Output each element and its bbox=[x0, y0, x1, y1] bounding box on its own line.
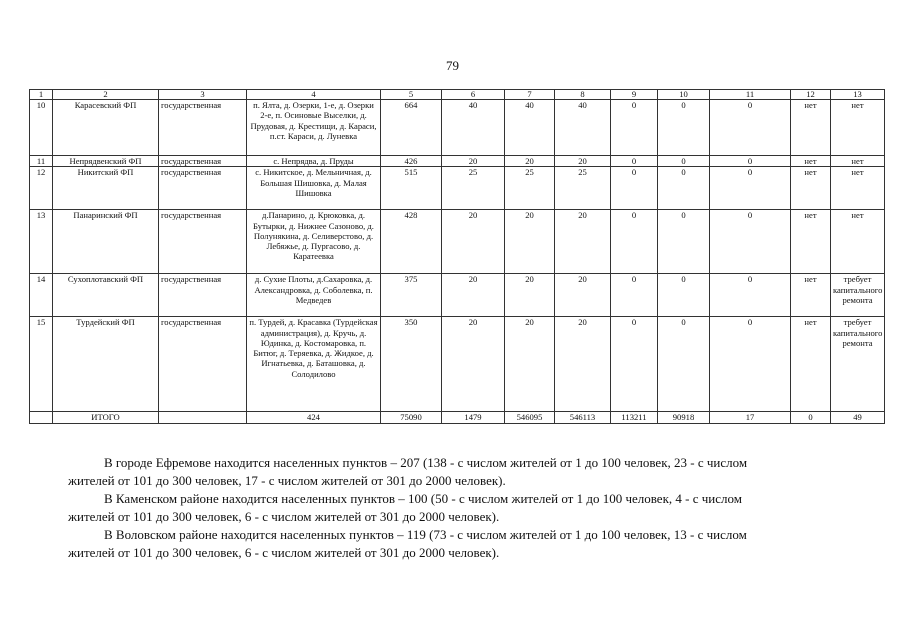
row-number: 10 bbox=[30, 100, 53, 156]
header-cell: 8 bbox=[555, 90, 611, 100]
cell-c13: нет bbox=[831, 100, 885, 156]
paragraph-kamensky-line2: жителей от 101 до 300 человек, 6 - с числом жителей от 301 до 2000 человек). bbox=[68, 509, 500, 524]
settlements: д.Панарино, д. Крюковка, д. Бутырки, д. Нижнее Сазоново, д. Полунякина, д. Селиверстово, д. Лебяжье, д. Пургасово, д. Каратеевка bbox=[247, 210, 381, 274]
cell-c10: 0 bbox=[658, 100, 710, 156]
settlements: с. Непрядва, д. Пруды bbox=[247, 156, 381, 167]
total-c4: 424 bbox=[247, 412, 381, 423]
facility-name: Сухоплотавский ФП bbox=[53, 274, 159, 317]
table-row bbox=[30, 156, 885, 167]
header-cell: 4 bbox=[247, 90, 381, 100]
cell-c12: нет bbox=[791, 156, 831, 167]
cell-c13: требует капитального ремонта bbox=[831, 274, 885, 317]
header-cell: 5 bbox=[381, 90, 442, 100]
ownership: государственная bbox=[159, 167, 247, 210]
row-number: 14 bbox=[30, 274, 53, 317]
row-number: 11 bbox=[30, 156, 53, 167]
cell-c6: 20 bbox=[442, 274, 505, 317]
paragraph-volovsky-line1: В Воловском районе находится населенных пунктов – 119 (73 - с числом жителей от 1 до 100 человек, 13 - с числом bbox=[104, 527, 747, 542]
total-c5: 75090 bbox=[381, 412, 442, 423]
cell-c7: 20 bbox=[505, 274, 555, 317]
cell-c5: 375 bbox=[381, 274, 442, 317]
cell-c12: нет bbox=[791, 274, 831, 317]
facility-name: Турдейский ФП bbox=[53, 317, 159, 412]
header-cell: 11 bbox=[710, 90, 791, 100]
cell-c5: 515 bbox=[381, 167, 442, 210]
cell-c5: 664 bbox=[381, 100, 442, 156]
header-cell: 6 bbox=[442, 90, 505, 100]
paragraph-efremov-line2: жителей от 101 до 300 человек, 17 - с числом жителей от 301 до 2000 человек). bbox=[68, 473, 506, 488]
header-cell: 12 bbox=[791, 90, 831, 100]
total-c10: 90918 bbox=[658, 412, 710, 423]
cell-c10: 0 bbox=[658, 317, 710, 412]
facility-name: Карасевский ФП bbox=[53, 100, 159, 156]
table-row bbox=[30, 317, 885, 412]
facility-name: Никитский ФП bbox=[53, 167, 159, 210]
cell-c6: 20 bbox=[442, 156, 505, 167]
cell-c10: 0 bbox=[658, 274, 710, 317]
cell-c5: 350 bbox=[381, 317, 442, 412]
cell-c13: нет bbox=[831, 156, 885, 167]
header-cell: 3 bbox=[159, 90, 247, 100]
cell-c10: 0 bbox=[658, 167, 710, 210]
total-empty-cell bbox=[30, 412, 53, 423]
cell-c11: 0 bbox=[710, 210, 791, 274]
table-row bbox=[30, 210, 885, 274]
cell-c9: 0 bbox=[611, 156, 658, 167]
cell-c7: 20 bbox=[505, 156, 555, 167]
table-row bbox=[30, 100, 885, 156]
total-c11: 17 bbox=[710, 412, 791, 423]
cell-c9: 0 bbox=[611, 167, 658, 210]
cell-c9: 0 bbox=[611, 274, 658, 317]
total-empty-cell bbox=[159, 412, 247, 423]
total-c8: 546113 bbox=[555, 412, 611, 423]
cell-c8: 20 bbox=[555, 274, 611, 317]
row-number: 13 bbox=[30, 210, 53, 274]
settlements: п. Турдей, д. Красавка (Турдейская администрация), д. Кручь, д. Юдинка, д. Костомаровка, п. Битюг, д. Теряевка, д. Жидкое, д. Игнатьевка, д. Баташовка, д. Солодилово bbox=[247, 317, 381, 412]
paragraph-kamensky-line1: В Каменском районе находится населенных пунктов – 100 (50 - с числом жителей от 1 до 100 человек, 4 - с числом bbox=[104, 491, 742, 506]
total-c13: 49 bbox=[831, 412, 885, 423]
total-c7: 546095 bbox=[505, 412, 555, 423]
cell-c13: требует капитального ремонта bbox=[831, 317, 885, 412]
ownership: государственная bbox=[159, 156, 247, 167]
settlements: с. Никитское, д. Мельничная, д. Большая Шишовка, д. Малая Шишовка bbox=[247, 167, 381, 210]
cell-c6: 20 bbox=[442, 317, 505, 412]
cell-c5: 428 bbox=[381, 210, 442, 274]
ownership: государственная bbox=[159, 100, 247, 156]
settlements: д. Сухие Плоты, д.Сахаровка, д. Александровка, д. Соболевка, п. Медведев bbox=[247, 274, 381, 317]
cell-c7: 20 bbox=[505, 317, 555, 412]
total-c6: 1479 bbox=[442, 412, 505, 423]
cell-c11: 0 bbox=[710, 317, 791, 412]
facility-name: Непрядвенский ФП bbox=[53, 156, 159, 167]
cell-c13: нет bbox=[831, 167, 885, 210]
total-label: ИТОГО bbox=[53, 412, 159, 423]
cell-c9: 0 bbox=[611, 210, 658, 274]
header-cell: 7 bbox=[505, 90, 555, 100]
cell-c8: 20 bbox=[555, 156, 611, 167]
cell-c7: 25 bbox=[505, 167, 555, 210]
cell-c9: 0 bbox=[611, 317, 658, 412]
total-c9: 113211 bbox=[611, 412, 658, 423]
cell-c11: 0 bbox=[710, 274, 791, 317]
facilities-table bbox=[29, 89, 885, 424]
total-row bbox=[30, 412, 885, 423]
total-c12: 0 bbox=[791, 412, 831, 423]
cell-c5: 426 bbox=[381, 156, 442, 167]
cell-c10: 0 bbox=[658, 156, 710, 167]
cell-c6: 40 bbox=[442, 100, 505, 156]
cell-c11: 0 bbox=[710, 100, 791, 156]
cell-c11: 0 bbox=[710, 156, 791, 167]
page-number: 79 bbox=[446, 58, 459, 73]
table-row bbox=[30, 167, 885, 210]
row-number: 15 bbox=[30, 317, 53, 412]
cell-c12: нет bbox=[791, 210, 831, 274]
header-cell: 10 bbox=[658, 90, 710, 100]
cell-c6: 20 bbox=[442, 210, 505, 274]
table-row bbox=[30, 274, 885, 317]
settlements: п. Ялта, д. Озерки, 1-е, д. Озерки 2-е, п. Осиновые Выселки, д. Прудовая, д. Крестищи, д. Караси, п.ст. Караси, д. Луневка bbox=[247, 100, 381, 156]
cell-c9: 0 bbox=[611, 100, 658, 156]
cell-c11: 0 bbox=[710, 167, 791, 210]
cell-c7: 20 bbox=[505, 210, 555, 274]
table-header-row bbox=[30, 90, 885, 100]
header-cell: 13 bbox=[831, 90, 885, 100]
facility-name: Панаринский ФП bbox=[53, 210, 159, 274]
cell-c7: 40 bbox=[505, 100, 555, 156]
cell-c12: нет bbox=[791, 167, 831, 210]
header-cell: 2 bbox=[53, 90, 159, 100]
ownership: государственная bbox=[159, 317, 247, 412]
cell-c10: 0 bbox=[658, 210, 710, 274]
paragraph-volovsky-line2: жителей от 101 до 300 человек, 6 - с числом жителей от 301 до 2000 человек). bbox=[68, 545, 500, 560]
header-cell: 1 bbox=[30, 90, 53, 100]
cell-c12: нет bbox=[791, 100, 831, 156]
cell-c8: 20 bbox=[555, 317, 611, 412]
cell-c8: 20 bbox=[555, 210, 611, 274]
row-number: 12 bbox=[30, 167, 53, 210]
cell-c12: нет bbox=[791, 317, 831, 412]
header-cell: 9 bbox=[611, 90, 658, 100]
paragraph-efremov-line1: В городе Ефремове находится населенных пунктов – 207 (138 - с числом жителей от 1 до 100 человек, 23 - с числом bbox=[104, 455, 748, 470]
ownership: государственная bbox=[159, 210, 247, 274]
cell-c8: 25 bbox=[555, 167, 611, 210]
cell-c8: 40 bbox=[555, 100, 611, 156]
cell-c13: нет bbox=[831, 210, 885, 274]
ownership: государственная bbox=[159, 274, 247, 317]
cell-c6: 25 bbox=[442, 167, 505, 210]
